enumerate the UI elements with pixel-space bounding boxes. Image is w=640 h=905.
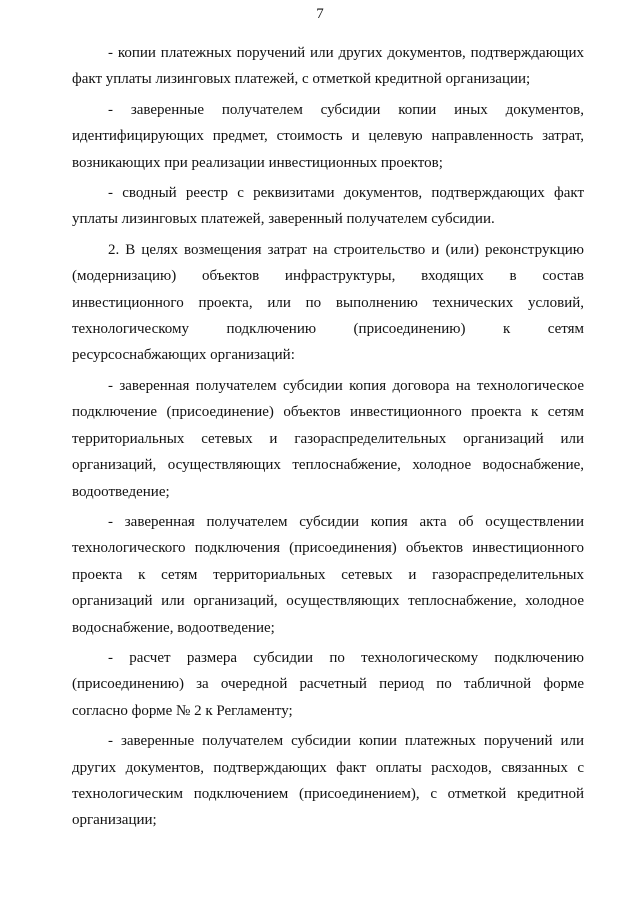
paragraph-leasing-registry: - сводный реестр с реквизитами документов, подтверждающих факт уплаты лизинговых платежей, заверенный получателем субсидии. bbox=[72, 185, 584, 228]
paragraph-payment-orders: - копии платежных поручений или других документов, подтверждающих факт уплаты лизинговых платежей, с отметкой кредитной организации; bbox=[72, 45, 584, 88]
document-body bbox=[72, 40, 584, 834]
paragraph-expense-payment-orders: - заверенные получателем субсидии копии платежных поручений или других документов, подтверждающих факт оплаты расходов, связанных с технологическим подключением (присоединением), с отметкой кредитной организации; bbox=[72, 733, 584, 829]
paragraph-subsidy-calculation: - расчет размера субсидии по технологическому подключению (присоединению) за очередной расчетный период по табличной форме согласно форме № 2 к Регламенту; bbox=[72, 649, 584, 719]
paragraph-connection-act: - заверенная получателем субсидии копия акта об осуществлении технологического подключения (присоединения) объектов инвестиционного проекта к сетям территориальных сетевых и газораспределительных организаций или организаций, осуществляющих теплоснабжение, холодное водоснабжение, водоотведение; bbox=[72, 513, 584, 636]
paragraph-investment-documents: - заверенные получателем субсидии копии иных документов, идентифицирующих предмет, стоимость и целевую направленность затрат, возникающих при реализации инвестиционных проектов; bbox=[72, 101, 584, 171]
paragraph-item-2-heading: 2. В целях возмещения затрат на строительство и (или) реконструкцию (модернизацию) объектов инфраструктуры, входящих в состав инвестиционного проекта, или по выполнению технических условий, технологическому подключению (присоединению) к сетям ресурсоснабжающих организаций: bbox=[72, 241, 584, 364]
paragraph-connection-contract: - заверенная получателем субсидии копия договора на технологическое подключение (присоединение) объектов инвестиционного проекта к сетям территориальных сетевых и газораспределительных организаций или организаций, осуществляющих теплоснабжение, холодное водоснабжение, водоотведение; bbox=[72, 377, 584, 500]
page-number: 7 bbox=[316, 6, 324, 22]
